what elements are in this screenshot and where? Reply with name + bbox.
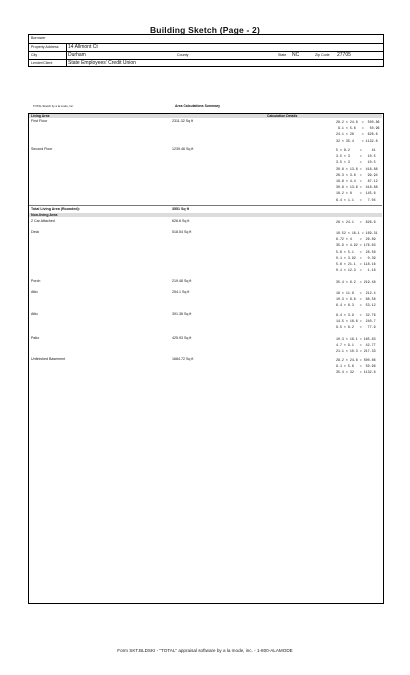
address-row [29, 43, 383, 51]
area-row-calculations: 26 × 24.1 = 626.6 [336, 220, 376, 224]
property-header [28, 34, 384, 67]
page-title: Building Sketch (Page - 2) [149, 25, 261, 35]
area-row-label: First Floor [31, 119, 48, 123]
lender-value: State Employees' Credit Union [68, 60, 136, 66]
divider [66, 60, 67, 67]
area-row-calculations: 10.52 × 16.1 = 169.31 6.72 × 4 = 26.89 35.9 × 4.92 = 176.63 5.6 × 5.1 = 28.56 0.1 × 3.92 = 0.39 5.6 × 21.1 = 118.16 0.1 × 12.3 = 1.18 [336, 231, 378, 273]
area-row-sqft: 1684.72 Sq ft [172, 357, 194, 361]
area-row-label: Attic [31, 312, 38, 316]
lender-label: Lender/Client [31, 61, 53, 65]
area-row-label: 2 Car Attached [31, 219, 55, 223]
area-row-calculations: 28.2 × 24.8 = 500.86 9.1 × 5.6 = 50.96 35.4 × 32 = 1132.8 [336, 358, 376, 375]
total-living-value: 3551 Sq ft [172, 207, 189, 211]
borrower-row [29, 35, 383, 43]
area-row-sqft: 219.48 Sq ft [172, 279, 192, 283]
living-area-heading: Living Area [31, 114, 50, 118]
area-row-sqft: 254.1 Sq ft [172, 290, 190, 294]
area-row-sqft: 1239.46 Sq ft [172, 147, 194, 151]
calc-details-heading: Calculation Details [267, 114, 298, 118]
summary-title: Area Calculations Summary [175, 104, 221, 108]
area-row-label: Porch [31, 279, 41, 283]
divider [66, 52, 67, 59]
state-value: NC [292, 52, 300, 58]
area-row-sqft: 2311.32 Sq ft [172, 119, 194, 123]
area-row-sqft: 391.36 Sq ft [172, 312, 192, 316]
address-value: 14 Allmont Ct [68, 44, 98, 50]
total-living-label: Total Living Area (Rounded): [31, 207, 80, 211]
software-note: TOTAL Sketch by a la mode, inc. [33, 104, 74, 108]
nonliving-heading: Non-living Area [31, 213, 58, 217]
county-label: County [177, 53, 189, 57]
city-value: Durham [68, 52, 86, 58]
lender-row [29, 59, 383, 67]
address-label: Property Address [31, 45, 59, 49]
divider [29, 205, 382, 206]
area-row-calculations: 35.4 × 6.2 = 219.48 [336, 280, 376, 284]
state-label: State [278, 53, 287, 57]
city-row [29, 51, 383, 59]
area-row-calculations: 18 × 11.8 = 212.4 10.3 × 8.6 = 88.58 6.4 × 8.3 = 53.12 [336, 291, 376, 308]
form-footer: Form SKT.BLDSKI - "TOTAL" appraisal software by a la mode, inc. - 1-800-ALAMODE [117, 648, 293, 653]
city-label: City [31, 53, 38, 57]
area-row-label: Patio [31, 336, 40, 340]
area-row-sqft: 518.54 Sq ft [172, 230, 192, 234]
calculations-box [28, 113, 384, 604]
area-row-sqft: 626.6 Sq ft [172, 219, 190, 223]
area-row-calculations: 8.4 × 3.9 = 32.76 14.5 × 16.6 = 240.7 9.5 × 8.2 = 77.9 [336, 313, 376, 330]
area-row-label: Attic [31, 290, 38, 294]
nonliving-header-shade [29, 213, 382, 217]
zip-label: Zip Code [315, 53, 330, 57]
area-row-label: Deck [31, 230, 40, 234]
area-row-sqft: 425.93 Sq ft [172, 336, 192, 340]
borrower-label: Borrower [31, 36, 46, 40]
area-row-label: Second Floor [31, 147, 53, 151]
area-row-calculations: 28.2 × 24.8 = 500.86 9.1 × 5.6 = 50.96 24.1 × 26 = 626.6 32 × 35.4 = 1132.8 [336, 120, 380, 143]
area-row-calculations: 10.3 × 16.1 = 165.83 4.7 × 9.1 = 42.77 21.1 × 10.3 = 217.33 [336, 337, 376, 354]
area-row-calculations: 5 × 8.2 = 41 3.5 × 3 = 10.5 3.5 × 3 = 10.5 30.8 × 13.6 = 418.88 26.3 × 3.8 = 99.94 19.8 × 4.4 = 87.12 30.8 × 13.6 = 418.88 18.2 × 8 = 145.6 6.4 × 1.1 = 7.04 [336, 148, 378, 202]
living-header-shade [29, 114, 382, 118]
zip-value: 27705 [337, 52, 351, 58]
divider [66, 44, 67, 51]
area-row-label: Unfinished Basement [31, 357, 66, 361]
